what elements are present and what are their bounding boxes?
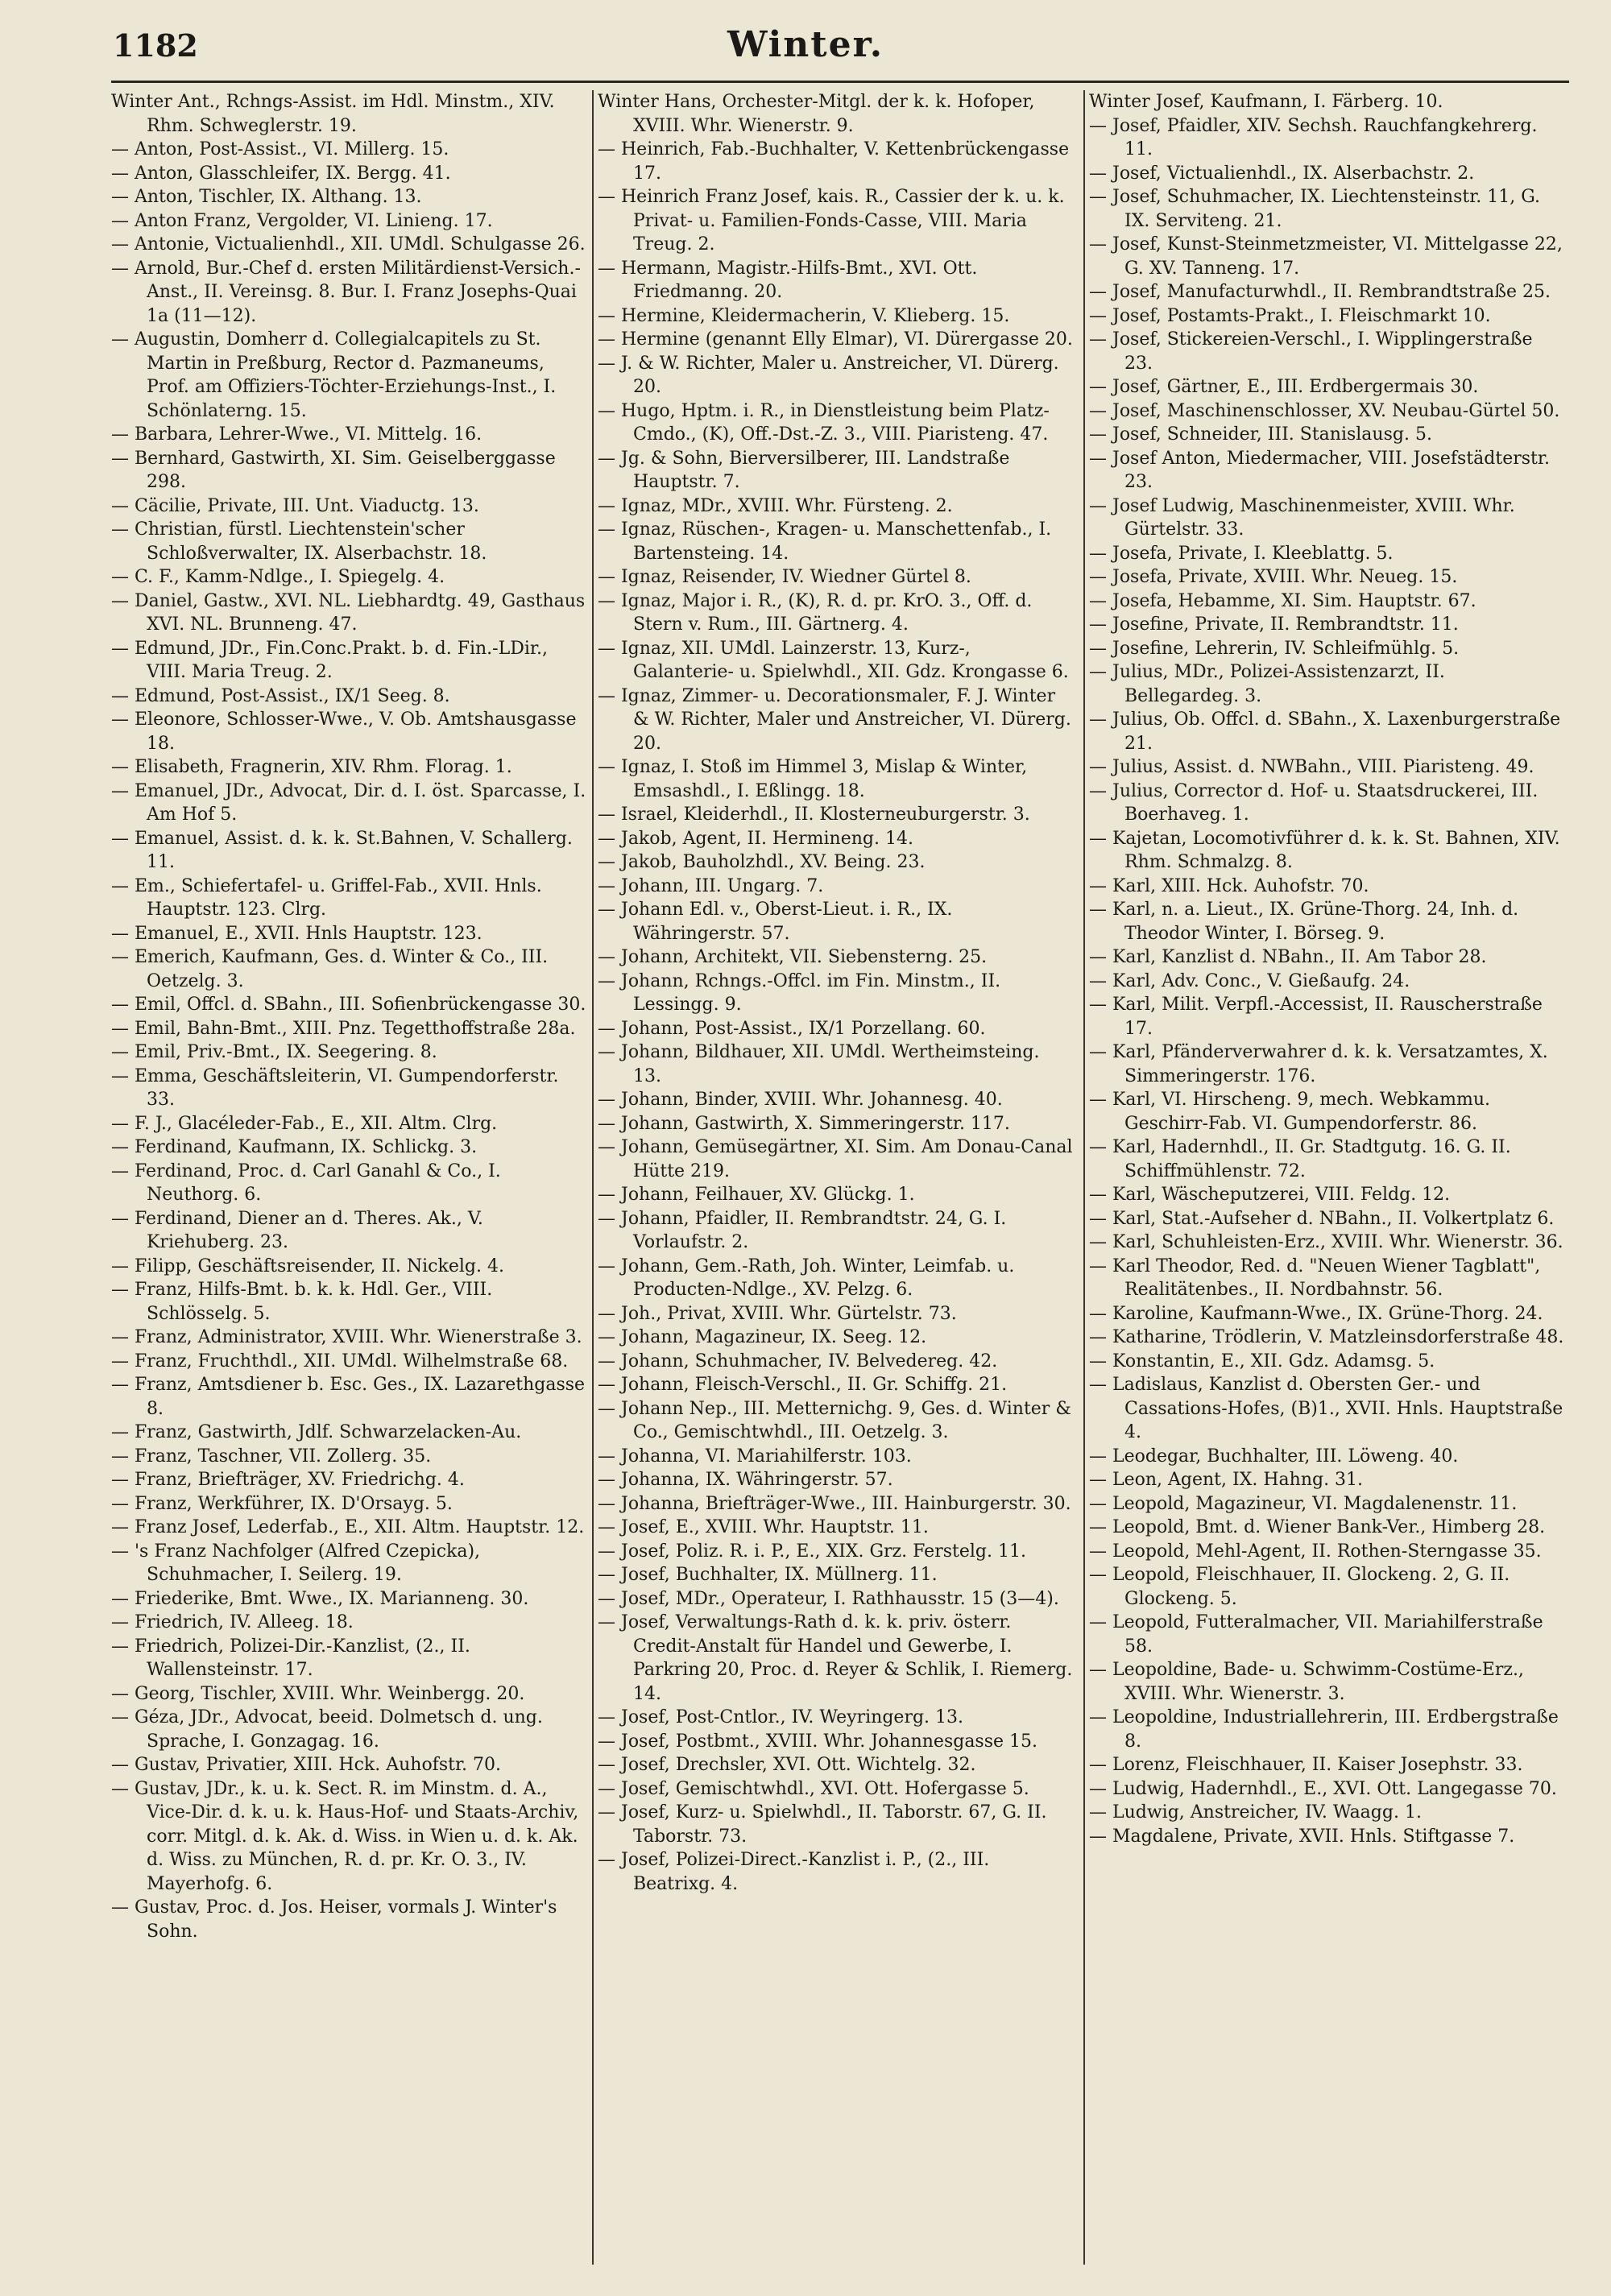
directory-entry: — Franz, Hilfs-Bmt. b. k. k. Hdl. Ger., VIII. Schlösselg. 5. [111,1280,493,1324]
directory-entry: — Karl, Wäscheputzerei, VIII. Feldg. 12. [1089,1185,1451,1205]
directory-entry: — Arnold, Bur.-Chef d. ersten Militärdienst-Versich.-Anst., II. Vereinsg. 8. Bur. I. Franz Josephs-Quai 1a (11—12). [111,258,581,326]
directory-entry: — Johanna, Briefträger-Wwe., III. Hainburgerstr. 30. [598,1493,1071,1514]
directory-entry: — Julius, MDr., Polizei-Assistenzarzt, II. Bellegardeg. 3. [1089,662,1445,706]
directory-entry: — Franz, Werkführer, IX. D'Orsayg. 5. [111,1493,453,1514]
directory-entry: — Josef Anton, Miedermacher, VIII. Josefstädterstr. 23. [1089,448,1550,492]
directory-entry: — Leopold, Magazineur, VI. Magdalenenstr. 11. [1089,1493,1518,1514]
directory-entry: — Ignaz, MDr., XVIII. Whr. Fürsteng. 2. [598,495,953,516]
directory-entry: — Katharine, Trödlerin, V. Matzleinsdorferstraße 48. [1089,1327,1564,1347]
directory-entry: — Josef, Gärtner, E., III. Erdbergermais 30. [1089,377,1479,397]
directory-entry: — Leopold, Bmt. d. Wiener Bank-Ver., Himberg 28. [1089,1517,1546,1537]
directory-entry: — Emerich, Kaufmann, Ges. d. Winter & Co., III. Oetzelg. 3. [111,947,549,991]
directory-entry: — Gustav, Proc. d. Jos. Heiser, vormals J. Winter's Sohn. [111,1897,557,1942]
directory-entry: — Karl, n. a. Lieut., IX. Grüne-Thorg. 24, Inh. d. Theodor Winter, I. Börseg. 9. [1089,900,1519,944]
directory-entry: — Konstantin, E., XII. Gdz. Adamsg. 5. [1089,1351,1435,1371]
column-3 [1089,90,1564,2265]
directory-entry: — Leopold, Mehl-Agent, II. Rothen-Sterngasse 35. [1089,1541,1542,1562]
directory-entry: — Hugo, Hptm. i. R., in Dienstleistung beim Platz-Cmdo., (K), Off.-Dst.-Z. 3., VIII. Piaristeng. 47. [598,400,1050,445]
directory-entry: — Josef, MDr., Operateur, I. Rathhausstr. 15 (3—4). [598,1588,1059,1609]
directory-entry: — Ignaz, Rüschen-, Kragen- u. Manschettenfab., I. Bartensteing. 14. [598,519,1052,564]
directory-entry: — Johann, Gastwirth, X. Simmeringerstr. 117. [598,1113,1010,1134]
directory-entry: — Johann, Gem.-Rath, Joh. Winter, Leimfab. u. Producten-Ndlge., XV. Pelzg. 6. [598,1256,1015,1300]
directory-entry: — Johann, Bildhauer, XII. UMdl. Wertheimsteing. 13. [598,1042,1040,1086]
column-2 [598,90,1073,2265]
directory-entry: — Josef, Polizei-Direct.-Kanzlist i. P., (2., III. Beatrixg. 4. [598,1850,990,1894]
directory-entry: Winter Hans, Orchester-Mitgl. der k. k. Hofoper, XVIII. Whr. Wienerstr. 9. [598,92,1035,136]
directory-entry: — Karl, Stat.-Aufseher d. NBahn., II. Volkertplatz 6. [1089,1208,1555,1229]
directory-entry: — F. J., Glacéleder-Fab., E., XII. Altm. Clrg. [111,1113,498,1134]
directory-entry: — Ludwig, Hadernhdl., E., XVI. Ott. Langegasse 70. [1089,1778,1557,1799]
directory-entry: — Josef, Postbmt., XVIII. Whr. Johannesgasse 15. [598,1731,1038,1752]
directory-entry: — Karl Theodor, Red. d. "Neuen Wiener Tagblatt", Realitätenbes., II. Nordbahnstr. 56. [1089,1256,1541,1300]
directory-entry: — Magdalene, Private, XVII. Hnls. Stiftgasse 7. [1089,1826,1515,1847]
directory-entry: — Karl, Adv. Conc., V. Gießaufg. 24. [1089,970,1410,991]
directory-entry: — Ignaz, I. Stoß im Himmel 3, Mislap & Winter, Emsashdl., I. Eßlingg. 18. [598,757,1028,801]
directory-entry: — Antonie, Victualienhdl., XII. UMdl. Schulgasse 26. [111,234,586,254]
directory-entry: — Christian, fürstl. Liechtenstein'scher Schloßverwalter, IX. Alserbachstr. 18. [111,519,487,564]
directory-entry: — Josef, Schuhmacher, IX. Liechtensteinstr. 11, G. IX. Serviteng. 21. [1089,187,1541,231]
directory-entry: — Johann, Fleisch-Verschl., II. Gr. Schiffg. 21. [598,1375,1008,1395]
directory-entry: — Hermine (genannt Elly Elmar), VI. Dürergasse 20. [598,329,1073,350]
page-number: 1182 [113,27,198,64]
directory-entry: — Bernhard, Gastwirth, XI. Sim. Geiselberggasse 298. [111,448,556,492]
directory-entry: — Josef Ludwig, Maschinenmeister, XVIII. Whr. Gürtelstr. 33. [1089,495,1515,540]
directory-entry: — Josef, Gemischtwhdl., XVI. Ott. Hofergasse 5. [598,1778,1029,1799]
directory-entry: — Cäcilie, Private, III. Unt. Viaductg. 13. [111,495,479,516]
directory-entry: — Franz, Administrator, XVIII. Whr. Wienerstraße 3. [111,1327,582,1347]
directory-entry: — Hermine, Kleidermacherin, V. Klieberg. 15. [598,305,1010,326]
directory-entry: — Josef, E., XVIII. Whr. Hauptstr. 11. [598,1517,929,1537]
directory-entry: — Johann, Binder, XVIII. Whr. Johannesg. 40. [598,1090,1003,1110]
directory-entry: — Josefine, Lehrerin, IV. Schleifmühlg. 5. [1089,638,1460,659]
directory-entry: — Friedrich, IV. Alleeg. 18. [111,1612,354,1632]
column-divider [592,90,594,2265]
column-divider [1083,90,1085,2265]
directory-entry: — Franz Josef, Lederfab., E., XII. Altm. Hauptstr. 12. [111,1517,585,1537]
directory-entry: — Emil, Priv.-Bmt., IX. Seegering. 8. [111,1042,437,1062]
directory-entry: — Jakob, Bauholzhdl., XV. Being. 23. [598,852,926,872]
directory-entry: — Karl, Schuhleisten-Erz., XVIII. Whr. Wienerstr. 36. [1089,1232,1563,1252]
directory-entry: — Karl, XIII. Hck. Auhofstr. 70. [1089,875,1369,896]
column-1 [111,90,586,2265]
directory-entry: — Hermann, Magistr.-Hilfs-Bmt., XVI. Ott. Friedmanng. 20. [598,258,978,302]
directory-entry: — Ignaz, Zimmer- u. Decorationsmaler, F. J. Winter & W. Richter, Maler und Anstreicher, VI. Dürerg. 20. [598,685,1071,754]
directory-entry: — Josef, Kurz- u. Spielwhdl., II. Taborstr. 67, G. II. Taborstr. 73. [598,1802,1047,1847]
directory-entry: — Leopoldine, Industriallehrerin, III. Erdbergstraße 8. [1089,1707,1559,1752]
directory-entry: — Karl, VI. Hirscheng. 9, mech. Webkammu. Geschirr-Fab. VI. Gumpendorferstr. 86. [1089,1090,1491,1134]
header-rule [111,81,1569,83]
directory-entry: — Emma, Geschäftsleiterin, VI. Gumpendorferstr. 33. [111,1065,559,1110]
directory-entry: — Johann, Pfaidler, II. Rembrandtstr. 24, G. I. Vorlaufstr. 2. [598,1208,1007,1252]
directory-entry: — Augustin, Domherr d. Collegialcapitels zu St. Martin in Preßburg, Rector d. Pazmaneums, Prof. am Offiziers-Töchter-Erziehungs-Inst., I. Schönlaterng. 15. [111,329,557,421]
page-title: Winter. [727,24,884,65]
directory-entry: — Karl, Hadernhdl., II. Gr. Stadtgutg. 16. G. II. Schiffmühlenstr. 72. [1089,1137,1511,1181]
directory-entry: — Franz, Taschner, VII. Zollerg. 35. [111,1446,432,1467]
directory-entry: — Josef, Post-Cntlor., IV. Weyringerg. 13. [598,1707,964,1727]
directory-entry: — Karoline, Kaufmann-Wwe., IX. Grüne-Thorg. 24. [1089,1303,1543,1324]
directory-entry: — Julius, Ob. Offcl. d. SBahn., X. Laxenburgerstraße 21. [1089,709,1561,754]
directory-entry: — Johann Edl. v., Oberst-Lieut. i. R., IX. Währingerstr. 57. [598,900,953,944]
directory-entry: — Josef, Postamts-Prakt., I. Fleischmarkt 10. [1089,305,1491,326]
directory-entry: — Ludwig, Anstreicher, IV. Waagg. 1. [1089,1802,1422,1822]
directory-entry: — Johann, Feilhauer, XV. Glückg. 1. [598,1185,915,1205]
directory-entry: — Julius, Corrector d. Hof- u. Staatsdruckerei, III. Boerhaveg. 1. [1089,780,1539,825]
directory-entry: — Heinrich, Fab.-Buchhalter, V. Kettenbrückengasse 17. [598,139,1070,184]
directory-entry: — Leopoldine, Bade- u. Schwimm-Costüme-Erz., XVIII. Whr. Wienerstr. 3. [1089,1660,1524,1704]
directory-entry: — Josef, Pfaidler, XIV. Sechsh. Rauchfangkehrerg. 11. [1089,115,1538,159]
directory-entry: — Franz, Fruchthdl., XII. UMdl. Wilhelmstraße 68. [111,1351,569,1371]
directory-entry: — Eleonore, Schlosser-Wwe., V. Ob. Amtshausgasse 18. [111,709,577,754]
directory-entry: — Josef, Buchhalter, IX. Müllnerg. 11. [598,1565,938,1585]
directory-entry: — Johann Nep., III. Metternichg. 9, Ges. d. Winter & Co., Gemischtwhdl., III. Oetzelg. 3. [598,1398,1071,1442]
directory-entry: — Johann, Post-Assist., IX/1 Porzellang. 60. [598,1018,986,1039]
directory-entry: — Karl, Milit. Verpfl.-Accessist, II. Rauscherstraße 17. [1089,995,1543,1039]
directory-entry: — Leopold, Futteralmacher, VII. Mariahilferstraße 58. [1089,1612,1543,1657]
directory-entry: — 's Franz Nachfolger (Alfred Czepicka), Schuhmacher, I. Seilerg. 19. [111,1541,481,1585]
directory-entry: — Jg. & Sohn, Bierversilberer, III. Landstraße Hauptstr. 7. [598,448,1010,492]
directory-entry: — Johann, Gemüsegärtner, XI. Sim. Am Donau-Canal Hütte 219. [598,1137,1073,1181]
directory-entry: — Leodegar, Buchhalter, III. Löweng. 40. [1089,1446,1459,1467]
directory-entry: — Josef, Victualienhdl., IX. Alserbachstr. 2. [1089,163,1475,184]
directory-entry: — Edmund, Post-Assist., IX/1 Seeg. 8. [111,685,450,706]
directory-entry: — Emanuel, Assist. d. k. k. St.Bahnen, V. Schallerg. 11. [111,828,573,872]
directory-entry: — Friedrich, Polizei-Dir.-Kanzlist, (2., II. Wallensteinstr. 17. [111,1636,470,1680]
directory-entry: — Em., Schiefertafel- u. Griffel-Fab., XVII. Hnls. Hauptstr. 123. Clrg. [111,875,542,920]
directory-entry: — Johanna, IX. Währingerstr. 57. [598,1470,893,1490]
directory-entry: — Josef, Verwaltungs-Rath d. k. k. priv. österr. Credit-Anstalt für Handel und Gewerbe, I. Parkring 20, Proc. d. Reyer & Schlik, I. Riemerg. 14. [598,1612,1073,1704]
directory-entry: — Julius, Assist. d. NWBahn., VIII. Piaristeng. 49. [1089,757,1534,777]
page-header [0,21,1611,77]
directory-entry: — Josefa, Private, I. Kleeblattg. 5. [1089,543,1394,564]
directory-entry: — Emil, Offcl. d. SBahn., III. Sofienbrückengasse 30. [111,995,586,1015]
directory-entry: — Kajetan, Locomotivführer d. k. k. St. Bahnen, XIV. Rhm. Schmalzg. 8. [1089,828,1560,872]
directory-entry: — Friederike, Bmt. Wwe., IX. Marianneng. 30. [111,1588,529,1609]
directory-entry: — Franz, Gastwirth, Jdlf. Schwarzelacken-Au. [111,1422,522,1442]
directory-entry: — Leopold, Fleischhauer, II. Glockeng. 2, G. II. Glockeng. 5. [1089,1565,1510,1609]
directory-entry: — Johann, III. Ungarg. 7. [598,875,824,896]
directory-entry: — Anton, Glasschleifer, IX. Bergg. 41. [111,163,451,184]
directory-entry: — Emanuel, E., XVII. Hnls Hauptstr. 123. [111,923,482,944]
directory-entry: — Géza, JDr., Advocat, beeid. Dolmetsch d. ung. Sprache, I. Gonzagag. 16. [111,1707,543,1752]
directory-entry: Winter Josef, Kaufmann, I. Färberg. 10. [1089,92,1443,112]
directory-entry: — Josef, Kunst-Steinmetzmeister, VI. Mittelgasse 22, G. XV. Tanneng. 17. [1089,234,1563,279]
directory-entry: — Josef, Schneider, III. Stanislausg. 5. [1089,424,1432,445]
directory-entry: — Emil, Bahn-Bmt., XIII. Pnz. Tegetthoffstraße 28a. [111,1018,576,1039]
directory-entry: — Filipp, Geschäftsreisender, II. Nickelg. 4. [111,1256,504,1276]
directory-entry: — Gustav, JDr., k. u. k. Sect. R. im Minstm. d. A., Vice-Dir. d. k. u. k. Haus-Hof- und Staats-Archiv, corr. Mitgl. d. k. Ak. d. Wiss. in Wien u. d. k. Ak. d. Wiss. zu München, R. d. pr. Kr. O. 3., IV. Mayerhofg. 6. [111,1778,579,1894]
directory-entry: — Franz, Briefträger, XV. Friedrichg. 4. [111,1470,465,1490]
directory-entry: — Ignaz, Reisender, IV. Wiedner Gürtel 8. [598,567,971,587]
directory-entry: — Josefine, Private, II. Rembrandtstr. 11. [1089,614,1459,635]
directory-entry: — Josef, Stickereien-Verschl., I. Wipplingerstraße 23. [1089,329,1533,374]
directory-entry: — Barbara, Lehrer-Wwe., VI. Mittelg. 16. [111,424,482,445]
directory-entry: — Ladislaus, Kanzlist d. Obersten Ger.- und Cassations-Hofes, (B)1., XVII. Hnls. Hauptstraße 4. [1089,1375,1563,1442]
directory-entry: — Elisabeth, Fragnerin, XIV. Rhm. Florag. 1. [111,757,512,777]
directory-entry: — J. & W. Richter, Maler u. Anstreicher, VI. Dürerg. 20. [598,353,1059,397]
directory-entry: — Karl, Kanzlist d. NBahn., II. Am Tabor 28. [1089,947,1487,967]
directory-entry: — Anton, Post-Assist., VI. Millerg. 15. [111,139,449,159]
directory-entry: — Ferdinand, Proc. d. Carl Ganahl & Co., I. Neuthorg. 6. [111,1160,501,1205]
directory-entry: — Ferdinand, Diener an d. Theres. Ak., V. Kriehuberg. 23. [111,1208,483,1252]
directory-entry: Winter Ant., Rchngs-Assist. im Hdl. Minstm., XIV. Rhm. Schweglerstr. 19. [111,92,555,136]
directory-entry: — Leon, Agent, IX. Hahng. 31. [1089,1470,1364,1490]
directory-entry: — Georg, Tischler, XVIII. Whr. Weinbergg. 20. [111,1683,525,1704]
directory-entry: — Anton Franz, Vergolder, VI. Linieng. 17. [111,210,493,231]
directory-entry: — Daniel, Gastw., XVI. NL. Liebhardtg. 49, Gasthaus XVI. NL. Brunneng. 47. [111,590,586,635]
directory-entry: — Johann, Rchngs.-Offcl. im Fin. Minstm., II. Lessingg. 9. [598,970,1001,1015]
directory-entry: — Gustav, Privatier, XIII. Hck. Auhofstr. 70. [111,1755,502,1775]
directory-entry: — Josefa, Private, XVIII. Whr. Neueg. 15. [1089,567,1458,587]
directory-entry: — Josef, Maschinenschlosser, XV. Neubau-Gürtel 50. [1089,400,1560,421]
directory-entry: — Ignaz, XII. UMdl. Lainzerstr. 13, Kurz-, Galanterie- u. Spielwhdl., XII. Gdz. Krongasse 6. [598,638,1069,682]
directory-entry: — Johann, Architekt, VII. Siebensterng. 25. [598,947,988,967]
directory-entry: — Joh., Privat, XVIII. Whr. Gürtelstr. 73. [598,1303,957,1324]
columns-area [111,90,1571,2265]
directory-entry: — Anton, Tischler, IX. Althang. 13. [111,187,422,207]
directory-entry: — Lorenz, Fleischhauer, II. Kaiser Josephstr. 33. [1089,1755,1523,1775]
directory-entry: — Josef, Poliz. R. i. P., E., XIX. Grz. Ferstelg. 11. [598,1541,1026,1562]
directory-entry: — Edmund, JDr., Fin.Conc.Prakt. b. d. Fin.-LDir., VIII. Maria Treug. 2. [111,638,548,682]
directory-entry: — Ferdinand, Kaufmann, IX. Schlickg. 3. [111,1137,478,1157]
directory-entry: — C. F., Kamm-Ndlge., I. Spiegelg. 4. [111,567,445,587]
directory-entry: — Jakob, Agent, II. Hermineng. 14. [598,828,913,849]
directory-entry: — Israel, Kleiderhdl., II. Klosterneuburgerstr. 3. [598,805,1030,825]
directory-entry: — Johann, Schuhmacher, IV. Belvedereg. 42. [598,1351,998,1371]
directory-entry: — Johanna, VI. Mariahilferstr. 103. [598,1446,912,1467]
directory-entry: — Josef, Manufacturwhdl., II. Rembrandtstraße 25. [1089,282,1551,302]
directory-entry: — Heinrich Franz Josef, kais. R., Cassier der k. u. k. Privat- u. Familien-Fonds-Casse, VIII. Maria Treug. 2. [598,187,1065,254]
directory-entry: — Franz, Amtsdiener b. Esc. Ges., IX. Lazarethgasse 8. [111,1375,586,1419]
directory-entry: — Karl, Pfänderverwahrer d. k. k. Versatzamtes, X. Simmeringerstr. 176. [1089,1042,1548,1086]
directory-entry: — Johann, Magazineur, IX. Seeg. 12. [598,1327,927,1347]
directory-entry: — Josefa, Hebamme, XI. Sim. Hauptstr. 67. [1089,590,1476,611]
directory-entry: — Emanuel, JDr., Advocat, Dir. d. I. öst. Sparcasse, I. Am Hof 5. [111,780,586,825]
directory-entry: — Josef, Drechsler, XVI. Ott. Wichtelg. 32. [598,1755,976,1775]
directory-entry: — Ignaz, Major i. R., (K), R. d. pr. KrO. 3., Off. d. Stern v. Rum., III. Gärtnerg. 4. [598,590,1033,635]
